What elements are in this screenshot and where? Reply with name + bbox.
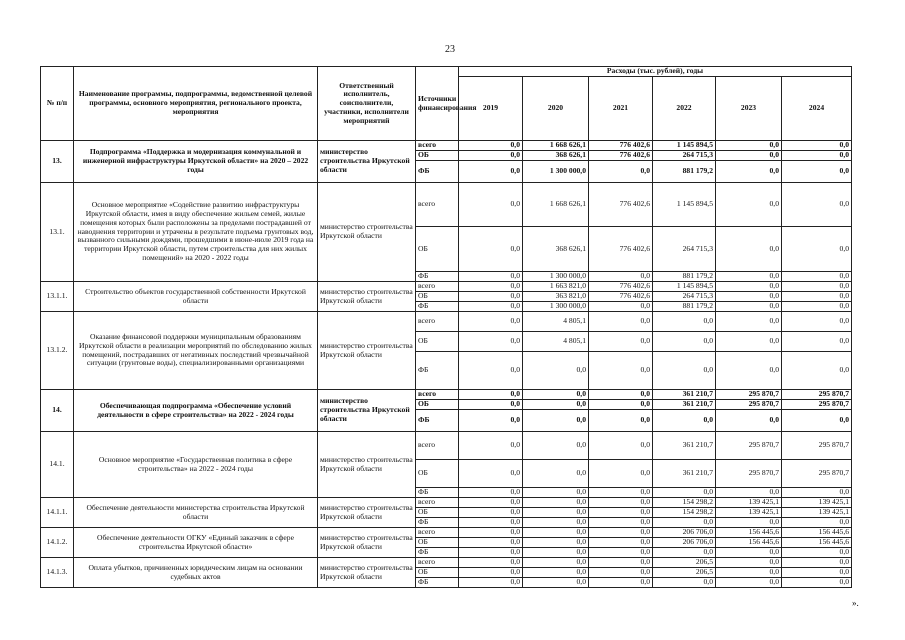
value-cell: 0,0 (589, 518, 653, 528)
value-cell: 0,0 (589, 568, 653, 578)
value-cell: 0,0 (589, 302, 653, 312)
value-cell: 0,0 (782, 410, 852, 432)
value-cell: 0,0 (782, 282, 852, 292)
value-cell: 0,0 (716, 332, 782, 352)
row-name: Оплата убытков, причиненных юридическим лицам на основании судебных актов (74, 558, 318, 588)
value-cell: 0,0 (716, 302, 782, 312)
value-cell: 0,0 (459, 400, 523, 410)
row-responsible: министерство строительства Иркутской области (318, 390, 416, 432)
value-cell: 0,0 (589, 390, 653, 400)
value-cell: 361 210,7 (653, 460, 716, 488)
value-cell: 0,0 (459, 352, 523, 390)
value-cell: 0,0 (459, 390, 523, 400)
value-cell: 0,0 (716, 548, 782, 558)
value-cell: 1 668 626,1 (523, 183, 589, 227)
value-cell: 0,0 (459, 498, 523, 508)
row-source: ФБ (416, 302, 459, 312)
row-source: всего (416, 141, 459, 151)
value-cell: 206,5 (653, 568, 716, 578)
value-cell: 0,0 (782, 558, 852, 568)
value-cell: 0,0 (459, 227, 523, 272)
value-cell: 1 145 894,5 (653, 141, 716, 151)
value-cell: 0,0 (782, 292, 852, 302)
header-year: 2024 (782, 77, 852, 141)
value-cell: 0,0 (589, 498, 653, 508)
value-cell: 0,0 (589, 558, 653, 568)
value-cell: 0,0 (523, 578, 589, 588)
row-responsible: министерство строительства Иркутской области (318, 312, 416, 390)
row-source: всего (416, 390, 459, 400)
value-cell: 0,0 (459, 518, 523, 528)
value-cell: 264 715,3 (653, 227, 716, 272)
row-number: 13. (41, 141, 74, 183)
header-year: 2023 (716, 77, 782, 141)
value-cell: 0,0 (589, 460, 653, 488)
value-cell: 0,0 (782, 332, 852, 352)
row-source: ФБ (416, 352, 459, 390)
value-cell: 0,0 (716, 151, 782, 161)
value-cell: 0,0 (653, 548, 716, 558)
row-number: 14.1.2. (41, 528, 74, 558)
value-cell: 881 179,2 (653, 161, 716, 183)
value-cell: 776 402,6 (589, 292, 653, 302)
value-cell: 0,0 (716, 282, 782, 292)
value-cell: 0,0 (589, 578, 653, 588)
value-cell: 0,0 (716, 292, 782, 302)
table-body (41, 67, 852, 588)
value-cell: 1 300 000,0 (523, 161, 589, 183)
value-cell: 0,0 (716, 161, 782, 183)
row-number: 13.1. (41, 183, 74, 282)
value-cell: 0,0 (459, 183, 523, 227)
row-responsible: министерство строительства Иркутской области (318, 282, 416, 312)
value-cell: 0,0 (523, 390, 589, 400)
row-name: Основное мероприятие «Государственная политика в сфере строительства» на 2022 - 2024 годы (74, 432, 318, 498)
row-source: всего (416, 528, 459, 538)
value-cell: 0,0 (589, 400, 653, 410)
value-cell: 156 445,6 (716, 538, 782, 548)
table-row (41, 498, 852, 508)
value-cell: 295 870,7 (782, 460, 852, 488)
value-cell: 0,0 (782, 183, 852, 227)
row-source: ФБ (416, 488, 459, 498)
value-cell: 0,0 (589, 352, 653, 390)
row-source: всего (416, 558, 459, 568)
value-cell: 0,0 (589, 312, 653, 332)
table-row (41, 141, 852, 151)
value-cell: 776 402,6 (589, 141, 653, 151)
value-cell: 156 445,6 (782, 538, 852, 548)
value-cell: 4 805,1 (523, 312, 589, 332)
value-cell: 295 870,7 (782, 390, 852, 400)
value-cell: 0,0 (589, 410, 653, 432)
closing-mark: ». (852, 598, 859, 608)
row-source: ОБ (416, 151, 459, 161)
value-cell: 0,0 (523, 352, 589, 390)
row-name: Подпрограмма «Поддержка и модернизация коммунальной и инженерной инфраструктуры Иркутской области» на 2020 – 2022 годы (74, 141, 318, 183)
value-cell: 1 668 626,1 (523, 141, 589, 151)
value-cell: 0,0 (716, 568, 782, 578)
value-cell: 361 210,7 (653, 432, 716, 460)
value-cell: 0,0 (782, 272, 852, 282)
row-name: Оказание финансовой поддержки муниципальным образованиям Иркутской области в реализации мероприятий по обследованию жилых помещений, пострадавших от негативных последствий чрезвычайной ситуации (грунтовые воды), специализированными организациями (74, 312, 318, 390)
value-cell: 0,0 (716, 518, 782, 528)
header-year: 2020 (523, 77, 589, 141)
row-source: всего (416, 183, 459, 227)
value-cell: 0,0 (716, 141, 782, 151)
value-cell: 0,0 (716, 183, 782, 227)
value-cell: 0,0 (459, 558, 523, 568)
value-cell: 264 715,3 (653, 151, 716, 161)
value-cell: 0,0 (523, 498, 589, 508)
row-number: 13.1.2. (41, 312, 74, 390)
value-cell: 0,0 (459, 332, 523, 352)
value-cell: 368 626,1 (523, 151, 589, 161)
value-cell: 368 626,1 (523, 227, 589, 272)
value-cell: 1 300 000,0 (523, 272, 589, 282)
header-year: 2019 (459, 77, 523, 141)
value-cell: 0,0 (782, 141, 852, 151)
row-source: ФБ (416, 272, 459, 282)
header-num: № п/п (41, 67, 74, 141)
value-cell: 0,0 (782, 312, 852, 332)
value-cell: 139 425,1 (782, 498, 852, 508)
value-cell: 295 870,7 (782, 400, 852, 410)
value-cell: 0,0 (716, 227, 782, 272)
value-cell: 0,0 (523, 488, 589, 498)
value-cell: 0,0 (716, 352, 782, 390)
value-cell: 0,0 (782, 161, 852, 183)
value-cell: 156 445,6 (782, 528, 852, 538)
value-cell: 0,0 (782, 568, 852, 578)
value-cell: 0,0 (459, 508, 523, 518)
value-cell: 0,0 (459, 312, 523, 332)
value-cell: 0,0 (459, 460, 523, 488)
value-cell: 0,0 (523, 410, 589, 432)
row-source: ФБ (416, 548, 459, 558)
row-name: Строительство объектов государственной собственности Иркутской области (74, 282, 318, 312)
value-cell: 0,0 (523, 432, 589, 460)
row-name: Основное мероприятие «Содействие развитию инфраструктуры Иркутской области, имея в виду обеспечение жильем семей, жилые помещения которых были расположены за пределами пострадавшей от наводнения территории и утрачены в результате подъема грунтовых вод, вызванного сильными дождями, прошедшими в июне-июле 2019 года на территории Иркутской области, путем строительства для них жилых помещений» на 2020 - 2022 годы (74, 183, 318, 282)
value-cell: 0,0 (459, 528, 523, 538)
row-source: ОБ (416, 508, 459, 518)
value-cell: 139 425,1 (782, 508, 852, 518)
value-cell: 0,0 (589, 538, 653, 548)
row-name: Обеспечение деятельности ОГКУ «Единый заказчик в сфере строительства Иркутской области» (74, 528, 318, 558)
value-cell: 154 298,2 (653, 498, 716, 508)
row-responsible: министерство строительства Иркутской области (318, 432, 416, 498)
value-cell: 0,0 (523, 538, 589, 548)
row-source: ОБ (416, 227, 459, 272)
value-cell: 0,0 (523, 460, 589, 488)
value-cell: 0,0 (782, 488, 852, 498)
value-cell: 0,0 (782, 302, 852, 312)
row-source: ФБ (416, 161, 459, 183)
value-cell: 0,0 (589, 548, 653, 558)
row-number: 13.1.1. (41, 282, 74, 312)
row-source: ФБ (416, 410, 459, 432)
value-cell: 0,0 (653, 410, 716, 432)
value-cell: 295 870,7 (782, 432, 852, 460)
value-cell: 0,0 (589, 432, 653, 460)
value-cell: 0,0 (716, 578, 782, 588)
value-cell: 0,0 (523, 400, 589, 410)
table-row (41, 558, 852, 568)
row-responsible: министерство строительства Иркутской области (318, 498, 416, 528)
value-cell: 0,0 (523, 508, 589, 518)
header-name: Наименование программы, подпрограммы, ведомственной целевой программы, основного мероприятия, регионального проекта, мероприятия (74, 67, 318, 141)
value-cell: 295 870,7 (716, 390, 782, 400)
row-source: ОБ (416, 538, 459, 548)
value-cell: 1 145 894,5 (653, 282, 716, 292)
row-source: ОБ (416, 332, 459, 352)
value-cell: 0,0 (782, 352, 852, 390)
value-cell: 206 706,0 (653, 528, 716, 538)
row-source: ОБ (416, 460, 459, 488)
value-cell: 0,0 (782, 518, 852, 528)
value-cell: 0,0 (523, 518, 589, 528)
row-source: всего (416, 498, 459, 508)
value-cell: 881 179,2 (653, 302, 716, 312)
value-cell: 0,0 (716, 558, 782, 568)
value-cell: 4 805,1 (523, 332, 589, 352)
value-cell: 0,0 (589, 528, 653, 538)
row-source: ОБ (416, 400, 459, 410)
value-cell: 0,0 (459, 410, 523, 432)
value-cell: 0,0 (653, 312, 716, 332)
value-cell: 0,0 (782, 548, 852, 558)
row-source: ОБ (416, 292, 459, 302)
row-source: ОБ (416, 568, 459, 578)
value-cell: 295 870,7 (716, 460, 782, 488)
value-cell: 0,0 (523, 548, 589, 558)
row-name: Обеспечение деятельности министерства строительства Иркутской области (74, 498, 318, 528)
row-source: ФБ (416, 518, 459, 528)
page-number: 23 (445, 44, 455, 55)
header-year: 2021 (589, 77, 653, 141)
value-cell: 0,0 (716, 312, 782, 332)
value-cell: 0,0 (459, 141, 523, 151)
value-cell: 1 663 821,0 (523, 282, 589, 292)
row-number: 14.1. (41, 432, 74, 498)
value-cell: 0,0 (653, 518, 716, 528)
value-cell: 0,0 (653, 332, 716, 352)
value-cell: 1 145 894,5 (653, 183, 716, 227)
value-cell: 0,0 (716, 410, 782, 432)
value-cell: 0,0 (523, 568, 589, 578)
row-responsible: министерство строительства Иркутской области (318, 141, 416, 183)
value-cell: 0,0 (589, 161, 653, 183)
value-cell: 0,0 (459, 538, 523, 548)
table-row (41, 432, 852, 460)
value-cell: 0,0 (653, 488, 716, 498)
table-row (41, 528, 852, 538)
row-source: всего (416, 432, 459, 460)
header-responsible: Ответственный исполнитель, соисполнители, участники, исполнители мероприятий (318, 67, 416, 141)
row-responsible: министерство строительства Иркутской области (318, 528, 416, 558)
value-cell: 776 402,6 (589, 282, 653, 292)
value-cell: 0,0 (653, 352, 716, 390)
header-expenses: Расходы (тыс. рублей), годы (459, 67, 852, 77)
header-source: Источники финансирования (416, 67, 459, 141)
value-cell: 363 821,0 (523, 292, 589, 302)
table-row (41, 390, 852, 400)
value-cell: 0,0 (459, 272, 523, 282)
value-cell: 776 402,6 (589, 227, 653, 272)
value-cell: 776 402,6 (589, 183, 653, 227)
table-row (41, 312, 852, 332)
value-cell: 0,0 (716, 272, 782, 282)
header-year: 2022 (653, 77, 716, 141)
value-cell: 1 300 000,0 (523, 302, 589, 312)
value-cell: 361 210,7 (653, 400, 716, 410)
value-cell: 0,0 (589, 332, 653, 352)
value-cell: 295 870,7 (716, 432, 782, 460)
row-source: ФБ (416, 578, 459, 588)
table-row (41, 282, 852, 292)
value-cell: 0,0 (589, 508, 653, 518)
value-cell: 0,0 (459, 548, 523, 558)
value-cell: 139 425,1 (716, 508, 782, 518)
row-responsible: министерство строительства Иркутской области (318, 558, 416, 588)
value-cell: 0,0 (523, 558, 589, 568)
value-cell: 0,0 (459, 161, 523, 183)
value-cell: 156 445,6 (716, 528, 782, 538)
value-cell: 0,0 (459, 302, 523, 312)
value-cell: 881 179,2 (653, 272, 716, 282)
row-responsible: министерство строительства Иркутской области (318, 183, 416, 282)
value-cell: 0,0 (782, 227, 852, 272)
value-cell: 0,0 (459, 282, 523, 292)
table-row (41, 183, 852, 227)
value-cell: 0,0 (459, 568, 523, 578)
value-cell: 0,0 (459, 432, 523, 460)
row-number: 14.1.3. (41, 558, 74, 588)
value-cell: 0,0 (589, 272, 653, 282)
expenses-table (40, 66, 852, 588)
row-number: 14. (41, 390, 74, 432)
value-cell: 0,0 (716, 488, 782, 498)
value-cell: 776 402,6 (589, 151, 653, 161)
value-cell: 295 870,7 (716, 400, 782, 410)
value-cell: 154 298,2 (653, 508, 716, 518)
value-cell: 139 425,1 (716, 498, 782, 508)
value-cell: 0,0 (459, 292, 523, 302)
value-cell: 206 706,0 (653, 538, 716, 548)
value-cell: 0,0 (459, 488, 523, 498)
value-cell: 0,0 (459, 578, 523, 588)
value-cell: 0,0 (653, 578, 716, 588)
row-name: Обеспечивающая подпрограмма «Обеспечение условий деятельности в сфере строительства» на 2022 - 2024 годы (74, 390, 318, 432)
value-cell: 361 210,7 (653, 390, 716, 400)
row-source: всего (416, 312, 459, 332)
value-cell: 206,5 (653, 558, 716, 568)
value-cell: 264 715,3 (653, 292, 716, 302)
header-row (41, 67, 852, 77)
value-cell: 0,0 (782, 578, 852, 588)
value-cell: 0,0 (523, 528, 589, 538)
row-source: всего (416, 282, 459, 292)
value-cell: 0,0 (782, 151, 852, 161)
value-cell: 0,0 (459, 151, 523, 161)
value-cell: 0,0 (589, 488, 653, 498)
row-number: 14.1.1. (41, 498, 74, 528)
